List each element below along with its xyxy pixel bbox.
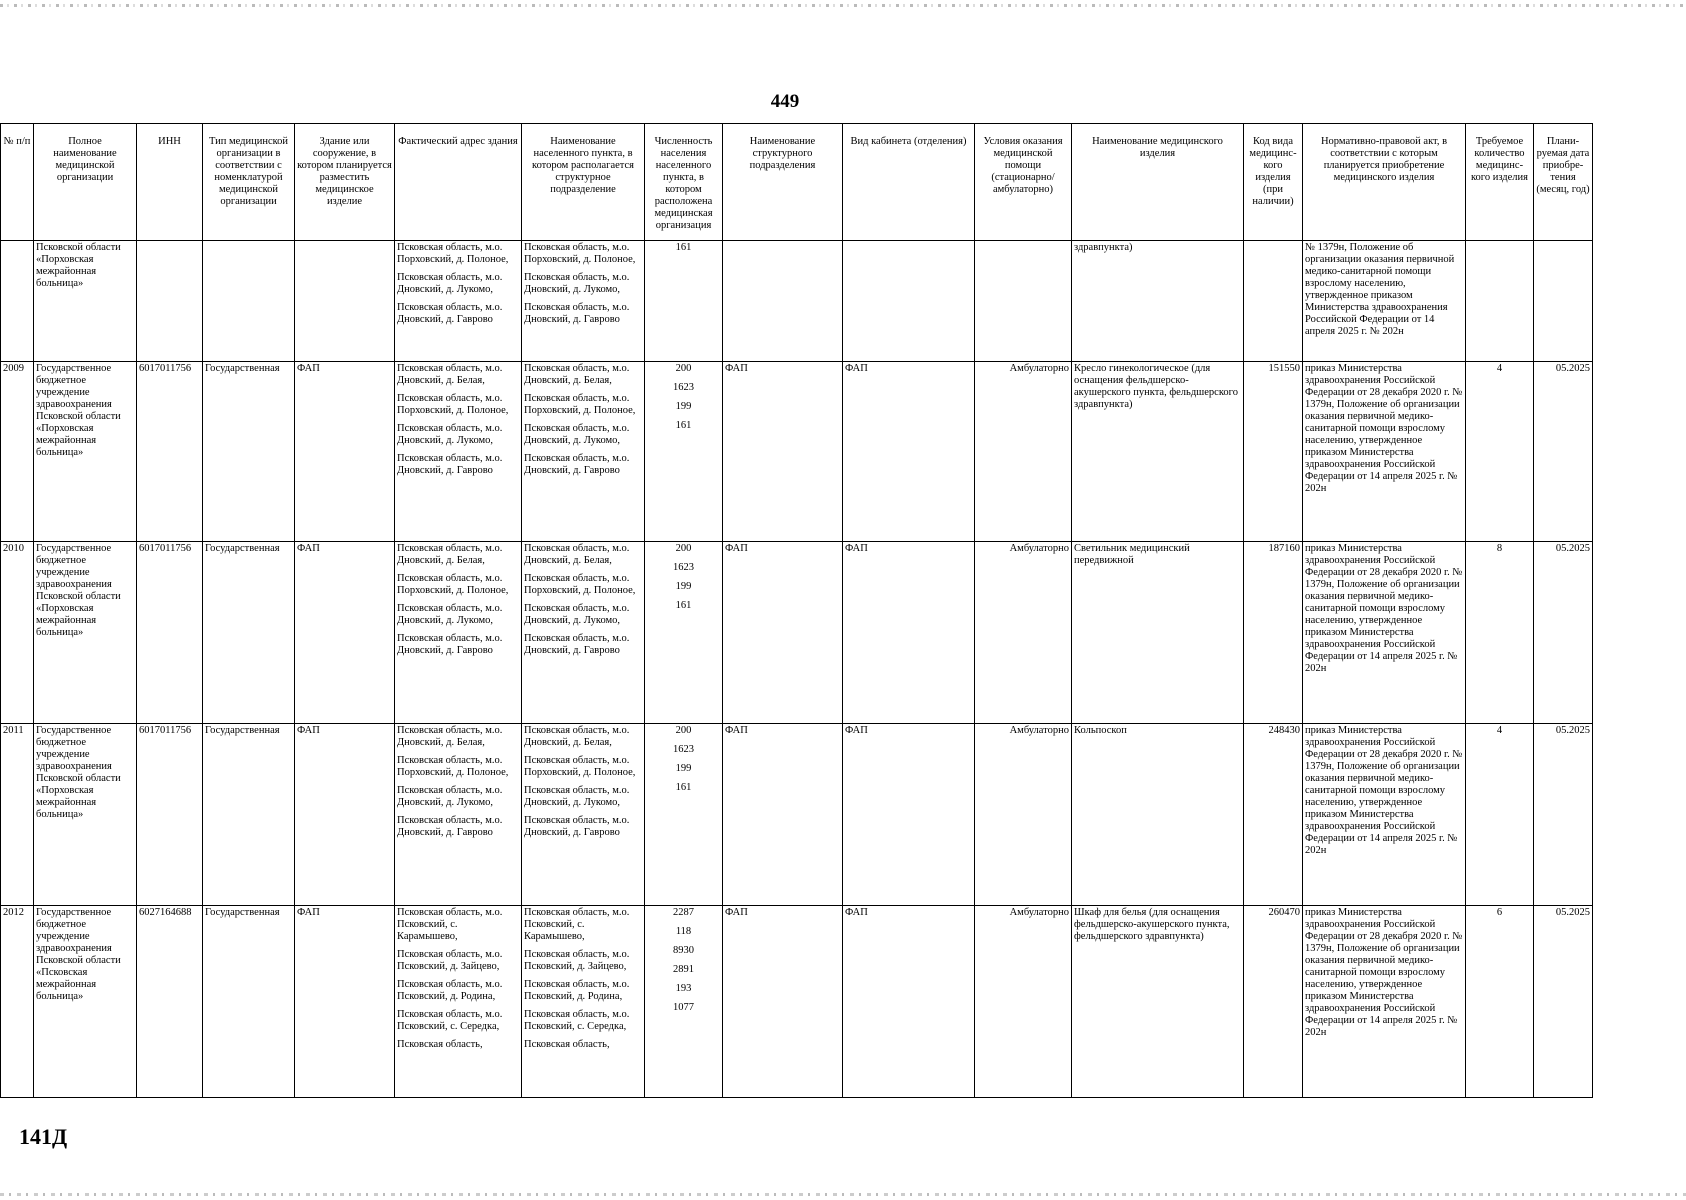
address-cell xyxy=(395,724,522,906)
population-cell xyxy=(645,542,723,724)
conditions-cell: Амбулаторно xyxy=(975,362,1072,542)
inn-cell: 6017011756 xyxy=(137,362,203,542)
cabinet-cell xyxy=(843,241,975,362)
table-row xyxy=(1,906,1593,1098)
settlement-entry: Псковская область, м.о. Порховский, д. Полоное, xyxy=(524,755,636,778)
address-entry: Псковская область, м.о. Порховский, д. Полоное, xyxy=(397,755,509,778)
inn-cell: 6027164688 xyxy=(137,906,203,1098)
settlement-entry: Псковская область, м.о. Псковский, с. Середка, xyxy=(524,1009,630,1032)
address-entry: Псковская область, м.о. Псковский, д. Родина, xyxy=(397,979,503,1002)
date-cell xyxy=(1534,241,1593,362)
population-value: 161 xyxy=(675,782,692,793)
population-value: 199 xyxy=(675,401,692,412)
row-number: 2009 xyxy=(1,362,34,542)
legal-act-cell: приказ Министерства здравоохранения Российской Федерации от 28 декабря 2020 г. № 1379н, Положение об организации оказания первичной медико-санитарной помощи взрослому населению, утвержденное приказом Министерства здравоохранения Российской Федерации от 14 апреля 2025 г. № 202н xyxy=(1303,906,1466,1098)
header-row xyxy=(1,124,1593,241)
quantity-cell xyxy=(1466,241,1534,362)
org-name-cell: Государственное бюджетное учреждение здравоохранения Псковской области «Псковская межрайонная больница» xyxy=(34,906,137,1098)
population-value: 1623 xyxy=(673,382,694,393)
conditions-cell: Амбулаторно xyxy=(975,542,1072,724)
org-type-cell: Государственная xyxy=(203,724,295,906)
settlement-entry: Псковская область, м.о. Дновский, д. Лукомо, xyxy=(524,272,630,295)
population-value: 2891 xyxy=(673,964,694,975)
legal-act-cell: приказ Министерства здравоохранения Российской Федерации от 28 декабря 2020 г. № 1379н, Положение об организации оказания первичной медико-санитарной помощи взрослому населению, утвержденное приказом Министерства здравоохранения Российской Федерации от 14 апреля 2025 г. № 202н xyxy=(1303,362,1466,542)
building-cell: ФАП xyxy=(295,724,395,906)
conditions-cell: Амбулаторно xyxy=(975,906,1072,1098)
population-value: 1077 xyxy=(673,1002,694,1013)
inn-cell xyxy=(137,241,203,362)
date-cell: 05.2025 xyxy=(1534,724,1593,906)
column-header: Здание или сооружение, в котором планируется разместить медицинское изделие xyxy=(295,124,395,241)
address-cell xyxy=(395,241,522,362)
settlement-cell xyxy=(522,906,645,1098)
table-row xyxy=(1,724,1593,906)
address-entry: Псковская область, м.о. Дновский, д. Белая, xyxy=(397,543,503,566)
address-entry: Псковская область, м.о. Дновский, д. Лукомо, xyxy=(397,785,503,808)
population-value: 8930 xyxy=(673,945,694,956)
column-header: Наименование медицинского изделия xyxy=(1072,124,1244,241)
population-value: 1623 xyxy=(673,744,694,755)
legal-act-cell: приказ Министерства здравоохранения Российской Федерации от 28 декабря 2020 г. № 1379н, Положение об организации оказания первичной медико-санитарной помощи взрослому населению, утвержденное приказом Министерства здравоохранения Российской Федерации от 14 апреля 2025 г. № 202н xyxy=(1303,724,1466,906)
settlement-entry: Псковская область, м.о. Дновский, д. Лукомо, xyxy=(524,785,630,808)
org-type-cell: Государственная xyxy=(203,362,295,542)
device-name-cell: Шкаф для белья (для оснащения фельдшерско-акушерского пункта, фельдшерского здравпункта) xyxy=(1072,906,1244,1098)
address-entry: Псковская область, м.о. Псковский, с. Середка, xyxy=(397,1009,503,1032)
address-entry: Псковская область, м.о. Псковский, с. Карамышево, xyxy=(397,907,503,942)
date-cell: 05.2025 xyxy=(1534,362,1593,542)
device-name-cell: Кресло гинекологическое (для оснащения фельдшерско-акушерского пункта, фельдшерского здравпункта) xyxy=(1072,362,1244,542)
table-row xyxy=(1,362,1593,542)
address-entry: Псковская область, м.о. Дновский, д. Лукомо, xyxy=(397,272,503,295)
building-cell: ФАП xyxy=(295,906,395,1098)
device-code-cell: 151550 xyxy=(1244,362,1303,542)
settlement-entry: Псковская область, м.о. Порховский, д. Полоное, xyxy=(524,393,636,416)
cabinet-cell: ФАП xyxy=(843,724,975,906)
date-cell: 05.2025 xyxy=(1534,906,1593,1098)
settlement-entry: Псковская область, м.о. Порховский, д. Полоное, xyxy=(524,242,636,265)
page-number: 449 xyxy=(770,91,800,112)
population-value: 2287 xyxy=(673,907,694,918)
row-number xyxy=(1,241,34,362)
population-value: 199 xyxy=(675,581,692,592)
org-name-cell: Псковской области «Порховская межрайонная больница» xyxy=(34,241,137,362)
settlement-entry: Псковская область, м.о. Дновский, д. Лукомо, xyxy=(524,603,630,626)
address-cell xyxy=(395,542,522,724)
column-header: № п/п xyxy=(1,124,34,241)
population-value: 200 xyxy=(675,543,692,554)
column-header: Вид кабинета (отделения) xyxy=(843,124,975,241)
settlement-entry: Псковская область, м.о. Псковский, д. Зайцево, xyxy=(524,949,630,972)
quantity-cell: 4 xyxy=(1466,362,1534,542)
legal-act-cell: № 1379н, Положение об организации оказания первичной медико-санитарной помощи взрослому населению, утвержденное приказом Министерства здравоохранения Российской Федерации от 14 апреля 2025 г. № 202н xyxy=(1303,241,1466,362)
registry-table xyxy=(0,123,1593,1098)
org-type-cell: Государственная xyxy=(203,906,295,1098)
column-header: ИНН xyxy=(137,124,203,241)
conditions-cell: Амбулаторно xyxy=(975,724,1072,906)
unit-cell: ФАП xyxy=(723,906,843,1098)
continuation-row xyxy=(1,241,1593,362)
cabinet-cell: ФАП xyxy=(843,906,975,1098)
address-entry: Псковская область, м.о. Дновский, д. Гаврово xyxy=(397,815,503,838)
population-value: 161 xyxy=(675,600,692,611)
row-number: 2011 xyxy=(1,724,34,906)
column-header: Численность населения населенного пункта, в котором расположена медицинская организация xyxy=(645,124,723,241)
device-code-cell xyxy=(1244,241,1303,362)
device-code-cell: 187160 xyxy=(1244,542,1303,724)
settlement-entry: Псковская область, м.о. Дновский, д. Гаврово xyxy=(524,633,630,656)
population-value: 161 xyxy=(675,420,692,431)
column-header: Условия оказания медицинской помощи (стационарно/ амбулаторно) xyxy=(975,124,1072,241)
device-name-cell: здравпункта) xyxy=(1072,241,1244,362)
settlement-cell xyxy=(522,542,645,724)
address-entry: Псковская область, xyxy=(397,1039,483,1050)
org-type-cell xyxy=(203,241,295,362)
settlement-cell xyxy=(522,241,645,362)
settlement-entry: Псковская область, м.о. Псковский, д. Родина, xyxy=(524,979,630,1002)
address-entry: Псковская область, м.о. Порховский, д. Полоное, xyxy=(397,573,509,596)
date-cell: 05.2025 xyxy=(1534,542,1593,724)
scan-border-bottom xyxy=(0,1193,1686,1196)
address-entry: Псковская область, м.о. Порховский, д. Полоное, xyxy=(397,242,509,265)
column-header: Тип медицинской организации в соответствии с номенклатурой медицинской организации xyxy=(203,124,295,241)
population-value: 118 xyxy=(675,926,692,937)
address-entry: Псковская область, м.о. Дновский, д. Белая, xyxy=(397,725,503,748)
population-value: 161 xyxy=(675,242,692,253)
device-name-cell: Светильник медицинский передвижной xyxy=(1072,542,1244,724)
address-entry: Псковская область, м.о. Псковский, д. Зайцево, xyxy=(397,949,503,972)
org-name-cell: Государственное бюджетное учреждение здравоохранения Псковской области «Порховская межрайонная больница» xyxy=(34,542,137,724)
column-header: Наименование населенного пункта, в котором располагается структурное подразделение xyxy=(522,124,645,241)
unit-cell: ФАП xyxy=(723,362,843,542)
settlement-entry: Псковская область, м.о. Дновский, д. Гаврово xyxy=(524,453,630,476)
org-type-cell: Государственная xyxy=(203,542,295,724)
settlement-entry: Псковская область, м.о. Порховский, д. Полоное, xyxy=(524,573,636,596)
population-cell xyxy=(645,241,723,362)
address-cell xyxy=(395,906,522,1098)
population-value: 200 xyxy=(675,725,692,736)
device-name-cell: Кольпоскоп xyxy=(1072,724,1244,906)
column-header: Требуемое количество медицинс-кого изделия xyxy=(1466,124,1534,241)
address-entry: Псковская область, м.о. Дновский, д. Лукомо, xyxy=(397,423,503,446)
building-cell: ФАП xyxy=(295,542,395,724)
row-number: 2012 xyxy=(1,906,34,1098)
address-entry: Псковская область, м.о. Порховский, д. Полоное, xyxy=(397,393,509,416)
unit-cell: ФАП xyxy=(723,724,843,906)
inn-cell: 6017011756 xyxy=(137,542,203,724)
population-value: 193 xyxy=(675,983,692,994)
column-header: Код вида медицинс-кого изделия (при наличии) xyxy=(1244,124,1303,241)
document-code: 141Д xyxy=(19,1124,68,1149)
column-header: Наименование структурного подразделения xyxy=(723,124,843,241)
column-header: Нормативно-правовой акт, в соответствии с которым планируется приобретение медицинского изделия xyxy=(1303,124,1466,241)
column-header: Полное наименование медицинской организации xyxy=(34,124,137,241)
cabinet-cell: ФАП xyxy=(843,542,975,724)
population-value: 200 xyxy=(675,363,692,374)
population-cell xyxy=(645,362,723,542)
population-value: 1623 xyxy=(673,562,694,573)
address-entry: Псковская область, м.о. Дновский, д. Белая, xyxy=(397,363,503,386)
device-code-cell: 248430 xyxy=(1244,724,1303,906)
settlement-cell xyxy=(522,724,645,906)
cabinet-cell: ФАП xyxy=(843,362,975,542)
inn-cell: 6017011756 xyxy=(137,724,203,906)
column-header: Плани-руемая дата приобре-тения (месяц, год) xyxy=(1534,124,1593,241)
settlement-entry: Псковская область, м.о. Дновский, д. Белая, xyxy=(524,363,630,386)
address-entry: Псковская область, м.о. Дновский, д. Гаврово xyxy=(397,453,503,476)
org-name-cell: Государственное бюджетное учреждение здравоохранения Псковской области «Порховская межрайонная больница» xyxy=(34,362,137,542)
address-entry: Псковская область, м.о. Дновский, д. Лукомо, xyxy=(397,603,503,626)
conditions-cell xyxy=(975,241,1072,362)
address-entry: Псковская область, м.о. Дновский, д. Гаврово xyxy=(397,633,503,656)
column-header: Фактический адрес здания xyxy=(395,124,522,241)
population-cell xyxy=(645,906,723,1098)
quantity-cell: 6 xyxy=(1466,906,1534,1098)
settlement-entry: Псковская область, xyxy=(524,1039,610,1050)
address-cell xyxy=(395,362,522,542)
settlement-entry: Псковская область, м.о. Дновский, д. Белая, xyxy=(524,543,630,566)
scan-border-top xyxy=(0,4,1686,7)
settlement-entry: Псковская область, м.о. Псковский, с. Карамышево, xyxy=(524,907,630,942)
quantity-cell: 8 xyxy=(1466,542,1534,724)
settlement-entry: Псковская область, м.о. Дновский, д. Лукомо, xyxy=(524,423,630,446)
legal-act-cell: приказ Министерства здравоохранения Российской Федерации от 28 декабря 2020 г. № 1379н, Положение об организации оказания первичной медико-санитарной помощи взрослому населению, утвержденное приказом Министерства здравоохранения Российской Федерации от 14 апреля 2025 г. № 202н xyxy=(1303,542,1466,724)
population-value: 199 xyxy=(675,763,692,774)
device-code-cell: 260470 xyxy=(1244,906,1303,1098)
org-name-cell: Государственное бюджетное учреждение здравоохранения Псковской области «Порховская межрайонная больница» xyxy=(34,724,137,906)
table-body xyxy=(1,241,1593,1098)
row-number: 2010 xyxy=(1,542,34,724)
settlement-entry: Псковская область, м.о. Дновский, д. Гаврово xyxy=(524,815,630,838)
unit-cell xyxy=(723,241,843,362)
unit-cell: ФАП xyxy=(723,542,843,724)
settlement-cell xyxy=(522,362,645,542)
building-cell: ФАП xyxy=(295,362,395,542)
address-entry: Псковская область, м.о. Дновский, д. Гаврово xyxy=(397,302,503,325)
settlement-entry: Псковская область, м.о. Дновский, д. Белая, xyxy=(524,725,630,748)
settlement-entry: Псковская область, м.о. Дновский, д. Гаврово xyxy=(524,302,630,325)
population-cell xyxy=(645,724,723,906)
quantity-cell: 4 xyxy=(1466,724,1534,906)
building-cell xyxy=(295,241,395,362)
table-row xyxy=(1,542,1593,724)
